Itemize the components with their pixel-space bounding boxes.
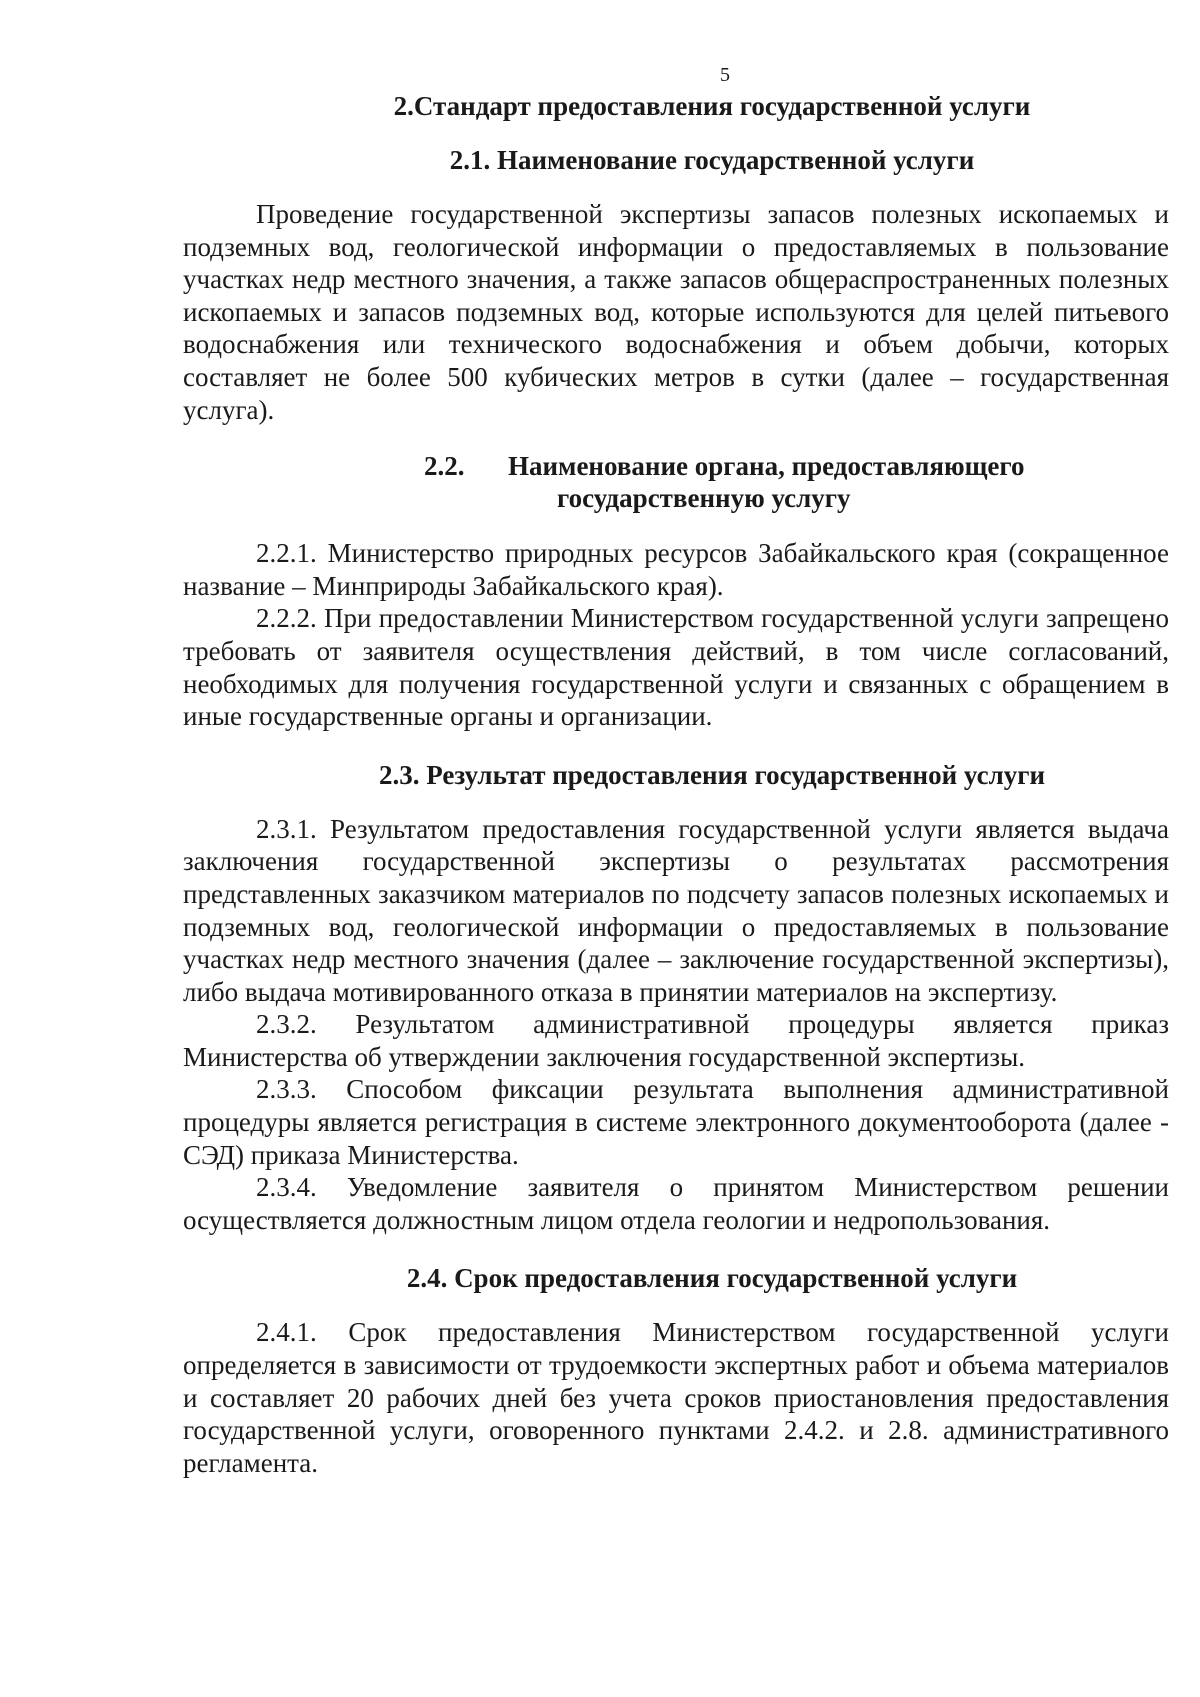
paragraph-2-3-1: 2.3.1. Результатом предоставления государственной услуги является выдача заключения государственной экспертизы о результатах рассмотрения представленных заказчиком материалов по подсчету запасов полезных ископаемых и подземных вод, геологической информации о предоставляемых в пользование участках недр местного значения (далее – заключение государственной экспертизы), либо выдача мотивированного отказа в принятии материалов на экспертизу. [183,813,1169,1007]
paragraph-2-3-2: 2.3.2. Результатом административной процедуры является приказ Министерства об утверждении заключения государственной экспертизы. [183,1009,1169,1072]
section-2-1-heading: 2.1. Наименование государственной услуги [449,145,975,175]
section-2-4-heading: 2.4. Срок предоставления государственной услуги [406,1263,1018,1294]
section-2-2-title-line1: Наименование органа, предоставляющего [508,451,1025,482]
section-2-2-heading [183,450,1169,514]
section-2-heading: 2.Стандарт предоставления государственной услуги [393,91,1031,121]
paragraph-2-1: Проведение государственной экспертизы запасов полезных ископаемых и подземных вод, геологической информации о предоставляемых в пользование участках недр местного значения, а также запасов общераспространенных полезных ископаемых и запасов подземных вод, которые используются для целей питьевого водоснабжения или технического водоснабжения и объем добычи, которых составляет не более 500 кубических метров в сутки (далее – государственная услуга). [183,199,1169,425]
document-page [183,62,1169,1479]
paragraph-2-2-1: 2.2.1. Министерство природных ресурсов Забайкальского края (сокращенное название – Минприроды Забайкальского края). [183,538,1169,601]
section-2-3-heading: 2.3. Результат предоставления государственной услуги [378,759,1046,790]
paragraph-2-4-1: 2.4.1. Срок предоставления Министерством государственной услуги определяется в зависимости от трудоемкости экспертных работ и объема материалов и составляет 20 рабочих дней без учета сроков приостановления предоставления государственной услуги, оговоренного пунктами 2.4.2. и 2.8. административного регламента. [183,1317,1169,1478]
page-number: 5 [720,64,730,86]
paragraph-2-2-2: 2.2.2. При предоставлении Министерством государственной услуги запрещено требовать от заявителя осуществления действий, в том числе согласований, необходимых для получения государственной услуги и связанных с обращением в иные государственные органы и организации. [183,603,1169,732]
section-2-2-number: 2.2. [424,451,465,482]
section-2-3-body [183,813,1169,1237]
section-2-2-body [183,537,1169,733]
section-2-4-body [183,1316,1169,1479]
section-2-2-title-line2: государственную услугу [557,483,851,514]
paragraph-2-3-3: 2.3.3. Способом фиксации результата выполнения административной процедуры является регистрация в системе электронного документооборота (далее - СЭД) приказа Министерства. [183,1074,1169,1170]
section-2-1-body [183,198,1169,426]
paragraph-2-3-4: 2.3.4. Уведомление заявителя о принятом Министерством решении осуществляется должностным лицом отдела геологии и недропользования. [183,1172,1169,1235]
